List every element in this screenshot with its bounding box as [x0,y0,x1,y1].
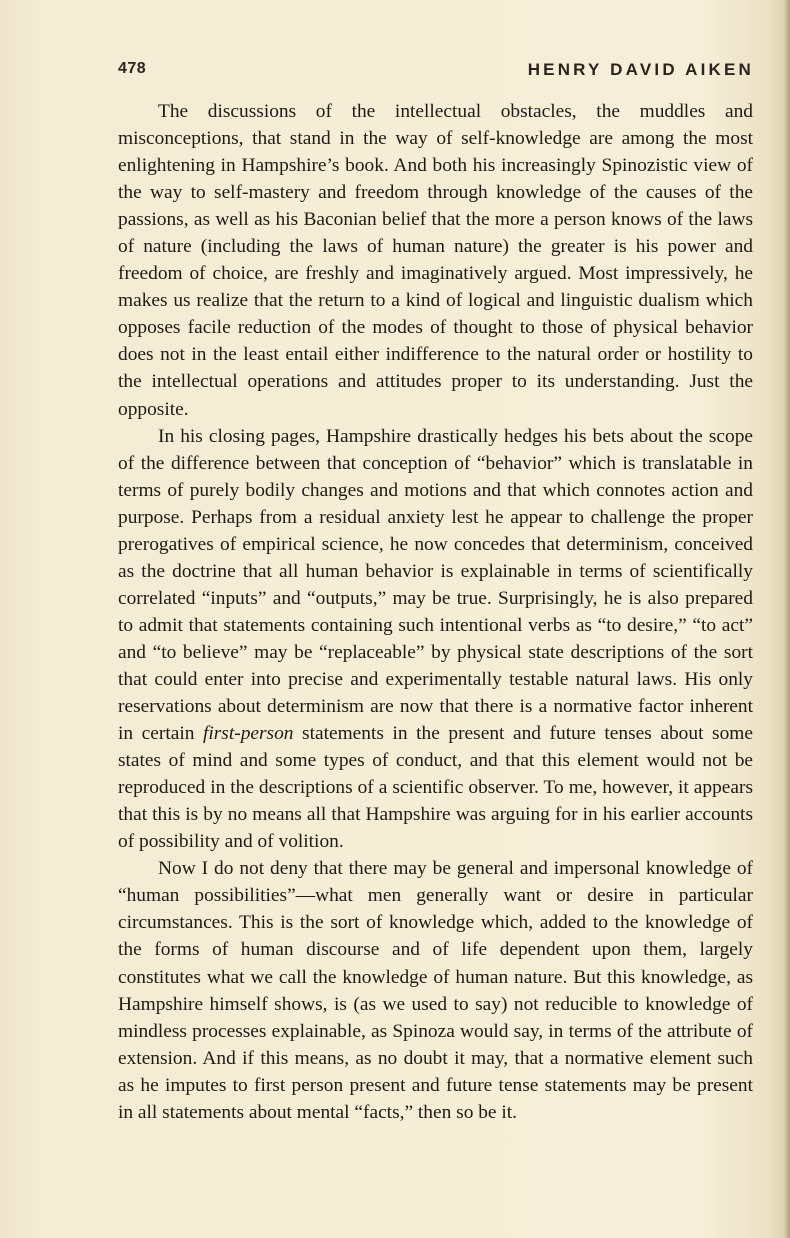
page-header [118,60,754,82]
paragraph [118,423,753,856]
page-edge-shadow [784,0,790,1238]
paragraph-text: statements in the present and future tenses about some states of mind and some types of conduct, and that this element would not be reproduced in the descriptions of a scientific observer. To me, however, it appears that this is by no means all that Hampshire was arguing for in his earlier accounts of possibility and of volition. [118,723,753,853]
page-number: 478 [118,60,147,77]
paragraph: The discussions of the intellectual obstacles, the muddles and misconceptions, that stand in the way of self-knowledge are among the most enlightening in Hampshire’s book. And both his increasingly Spinozistic view of the way to self-mastery and freedom through knowledge of the causes of the passions, as well as his Baconian belief that the more a person knows of the laws of nature (including the laws of human nature) the greater is his power and freedom of choice, are freshly and imaginatively argued. Most impressively, he makes us realize that the return to a kind of logical and linguistic dualism which opposes facile reduction of the modes of thought to those of physical behavior does not in the least entail either indifference to the natural order or hostility to the intellectual operations and attitudes proper to its understanding. Just the opposite. [118,101,753,420]
running-head: HENRY DAVID AIKEN [527,60,754,79]
italic-emphasis: first-person [202,723,294,745]
paragraph-text: In his closing pages, Hampshire drastically hedges his bets about the scope of the difference between that conception of “behavior” which is translatable in terms of purely bodily changes and motions and that which connotes action and purpose. Perhaps from a residual anxiety lest he appear to challenge the proper prerogatives of empirical science, he now concedes that determinism, conceived as the doctrine that all human behavior is explainable in terms of scientifically correlated “inputs” and “outputs,” may be true. Surprisingly, he is also prepared to admit that statements containing such intentional verbs as “to desire,” “to act” and “to believe” may be “replaceable” by physical state descriptions of the sort that could enter into precise and experimentally testable natural laws. His only reservations about determinism are now that there is a normative factor inherent in certain [118,425,753,745]
body-text [118,98,753,1126]
paragraph: Now I do not deny that there may be general and impersonal knowledge of “human possibilities”—what men generally want or desire in particular circumstances. This is the sort of knowledge which, added to the knowledge of the forms of human discourse and of life dependent upon them, largely constitutes what we call the knowledge of human nature. But this knowledge, as Hampshire himself shows, is (as we used to say) not reducible to knowledge of mindless processes explainable, as Spinoza would say, in terms of the attribute of extension. And if this means, as no doubt it may, that a normative element such as he imputes to first person present and future tense statements may be present in all statements about mental “facts,” then so be it. [118,858,753,1123]
